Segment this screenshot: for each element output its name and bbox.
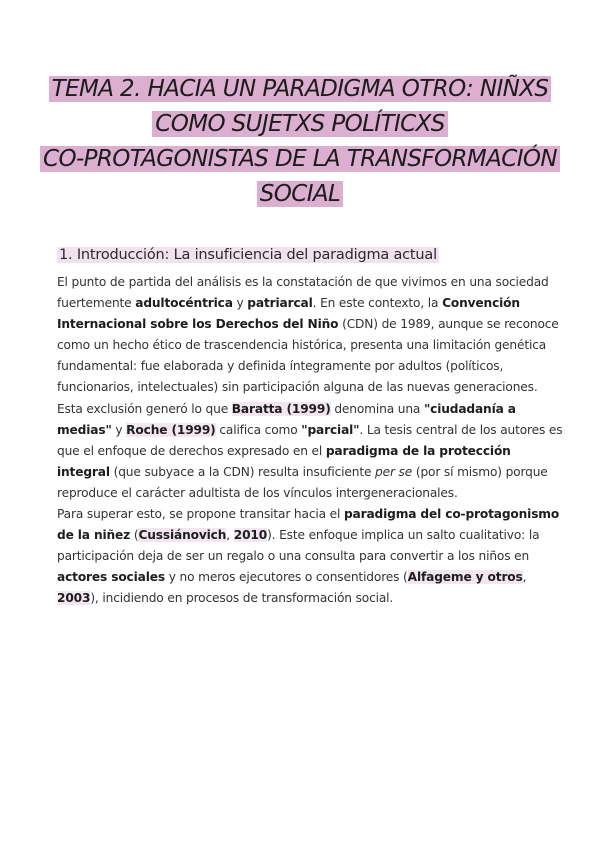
title-line-3: CO-PROTAGONISTAS DE LA TRANSFORMACIÓN (0, 142, 600, 177)
paragraph-2: Esta exclusión generó lo que Baratta (1999) denomina una "ciudadanía a medias" y Roche (1999) califica como "parcial". La tesis central de los autores es que el enfoque de derechos expresado en el paradigma de la protección integral (que subyace a la CDN) resulta insuficiente per se (por sí mismo) porque reproduce el carácter adultista de los vínculos intergeneracionales. (57, 401, 563, 500)
emphasis: "ciudadanía a medias" (57, 401, 516, 437)
citation: Roche (1999) (126, 422, 216, 437)
citation: Cussiánovich (138, 528, 227, 543)
emphasis: paradigma de la protección integral (57, 443, 511, 479)
emphasis: paradigma del co-protagonismo de la niñez (57, 507, 560, 543)
emphasis: Convención Internacional sobre los Derechos del Niño (57, 296, 520, 332)
citation: Baratta (1999) (231, 401, 331, 416)
emphasis: "parcial" (301, 422, 360, 437)
section-heading: 1. Introducción: La insuficiencia del paradigma actual (59, 247, 437, 263)
latin-phrase: per se (375, 464, 413, 479)
citation: Alfageme y otros (407, 570, 523, 585)
document-title (0, 72, 600, 212)
emphasis: patriarcal (247, 296, 313, 311)
paragraph-3: Para superar esto, se propone transitar hacia el paradigma del co-protagonismo de la niñez (Cussiánovich, 2010). Este enfoque implica un salto cualitativo: la participación deja de ser un regalo o una consulta para convertir a los niños en actores sociales y no meros ejecutores o consentidores (Alfageme y otros, 2003), incidiendo en procesos de transformación social. (57, 507, 560, 606)
title-line-2: COMO SUJETXS POLÍTICXS (0, 107, 600, 142)
title-line-1: TEMA 2. HACIA UN PARADIGMA OTRO: NIÑXS (0, 72, 600, 107)
citation: 2003 (57, 591, 91, 606)
emphasis: actores sociales (57, 570, 165, 585)
body-text (57, 272, 567, 610)
paragraph-1: El punto de partida del análisis es la constatación de que vivimos en una sociedad fuertemente adultocéntrica y patriarcal. En este contexto, la Convención Internacional sobre los Derechos del Niño (CDN) de 1989, aunque se reconoce como un hecho ético de trascendencia histórica, presenta una limitación genética fundamental: fue elaborada y definida íntegramente por adultos (políticos, funcionarios, intelectuales) sin participación alguna de las nuevas generaciones. (57, 275, 559, 395)
title-line-4: SOCIAL (0, 177, 600, 212)
citation: 2010 (233, 528, 268, 543)
emphasis: adultocéntrica (135, 296, 233, 311)
